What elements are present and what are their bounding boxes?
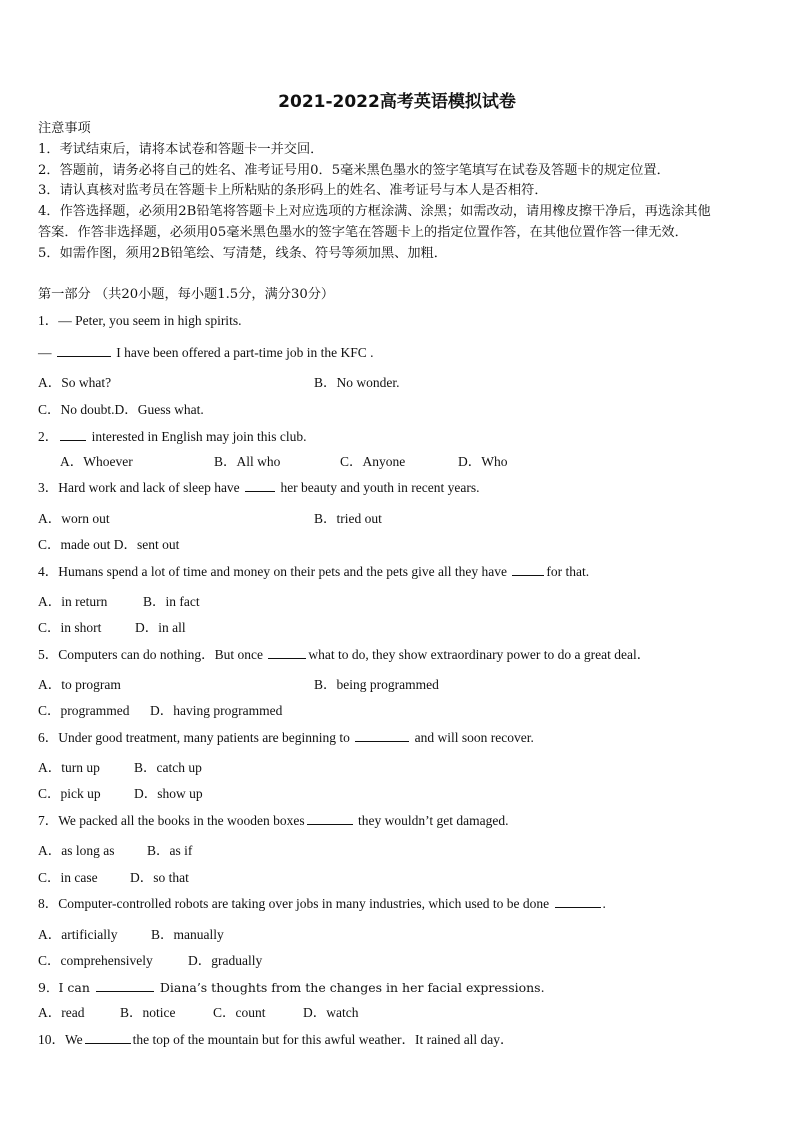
option-d: D．watch xyxy=(303,1005,359,1020)
option-b: B．manually xyxy=(151,927,224,942)
option-d: D．Who xyxy=(458,454,508,469)
option-c: C．programmed xyxy=(38,703,130,718)
question-6-post: and will soon recover. xyxy=(414,730,534,745)
question-9-pre: 9．I can xyxy=(38,980,90,995)
option-d: D．show up xyxy=(134,786,203,801)
option-b: B．tried out xyxy=(314,511,382,526)
option-a: A．turn up xyxy=(38,760,100,775)
notice-item-3: 3．请认真核对监考员在答题卡上所粘贴的条形码上的姓名、准考证号与本人是否相符． xyxy=(38,183,548,198)
question-6-pre: 6．Under good treatment, many patients are beginning to xyxy=(38,730,350,745)
question-7-stem xyxy=(38,812,508,829)
option-a: A．So what? xyxy=(38,375,112,390)
option-a: A．as long as xyxy=(38,843,115,858)
option-b: B．being programmed xyxy=(314,677,439,692)
answer-blank xyxy=(307,812,353,825)
option-a: A．read xyxy=(38,1005,85,1020)
question-2-stem xyxy=(38,428,306,445)
question-5-stem xyxy=(38,646,650,663)
page-title: 2021-2022高考英语模拟试卷 xyxy=(278,92,516,112)
option-b: B．as if xyxy=(147,843,193,858)
question-6-stem xyxy=(38,729,534,746)
option-c: C．comprehensively xyxy=(38,953,153,968)
option-a: A．in return xyxy=(38,594,108,609)
option-a: A．to program xyxy=(38,677,121,692)
question-4-post: for that. xyxy=(546,564,590,579)
question-10-pre: 10．We xyxy=(38,1032,83,1047)
question-9-stem xyxy=(38,979,545,996)
option-b: B．catch up xyxy=(134,760,202,775)
option-d: D．gradually xyxy=(188,953,263,968)
question-8-post: . xyxy=(602,896,606,911)
notice-item-4-cont: 答案．作答非选择题，必须用05毫米黑色墨水的签字笔在答题卡上的指定位置作答，在其他位置作答一律无效． xyxy=(38,225,688,240)
question-5-post: what to do, they show extraordinary power to do a great deal． xyxy=(308,647,651,662)
question-5-pre: 5．Computers can do nothing．But once xyxy=(38,647,263,662)
question-7-pre: 7．We packed all the books in the wooden boxes xyxy=(38,813,305,828)
option-b: B．No wonder. xyxy=(314,375,400,390)
answer-blank xyxy=(555,895,601,908)
answer-blank xyxy=(60,428,86,441)
option-b: B．All who xyxy=(214,454,281,469)
answer-blank xyxy=(268,646,306,659)
option-c: C．in short xyxy=(38,620,102,635)
question-7-post: they wouldn’t get damaged. xyxy=(357,813,509,828)
option-b: B．notice xyxy=(120,1005,176,1020)
question-1-reply xyxy=(38,344,374,361)
question-4-stem xyxy=(38,563,589,580)
option-a: A．worn out xyxy=(38,511,110,526)
notice-item-2: 2．答题前，请务必将自己的姓名、准考证号用0．5毫米黑色墨水的签字笔填写在试卷及答题卡的规定位置． xyxy=(38,163,670,178)
question-number: 2． xyxy=(38,429,59,444)
question-8-stem xyxy=(38,895,606,912)
notice-item-4: 4．作答选择题，必须用2B铅笔将答题卡上对应选项的方框涂满、涂黑；如需改动，请用橡皮擦干净后，再选涂其他 xyxy=(38,204,711,219)
option-c: C．Anyone xyxy=(340,454,406,469)
question-10-stem xyxy=(38,1031,514,1048)
question-3-post: her beauty and youth in recent years. xyxy=(280,480,480,495)
question-8-pre: 8．Computer-controlled robots are taking over jobs in many industries, which used to be done xyxy=(38,896,550,911)
question-1-stem: 1．— Peter, you seem in high spirits. xyxy=(38,313,242,328)
option-d: D．in all xyxy=(135,620,186,635)
option-c: C．in case xyxy=(38,870,98,885)
option-b: B．in fact xyxy=(143,594,200,609)
option-a: A．artificially xyxy=(38,927,118,942)
notice-item-5: 5．如需作图，须用2B铅笔绘、写清楚，线条、符号等须加黑、加粗． xyxy=(38,246,447,261)
answer-blank xyxy=(355,729,409,742)
question-9-post: Diana’s thoughts from the changes in her facial expressions. xyxy=(159,980,545,995)
answer-blank xyxy=(512,563,544,576)
question-10-post: the top of the mountain but for this awful weather．It rained all day． xyxy=(132,1032,514,1047)
question-3-pre: 3．Hard work and lack of sleep have xyxy=(38,480,240,495)
answer-blank xyxy=(245,479,275,492)
answer-blank xyxy=(96,979,154,992)
section-heading: 第一部分 （共20小题，每小题1.5分，满分30分） xyxy=(38,287,335,302)
option-c: C．pick up xyxy=(38,786,101,801)
question-1-reply-text: I have been offered a part-time job in the KFC . xyxy=(116,345,374,360)
option-c-d: C．made out D．sent out xyxy=(38,537,180,552)
answer-blank xyxy=(57,344,111,357)
notice-item-1: 1．考试结束后，请将本试卷和答题卡一并交回． xyxy=(38,142,324,157)
option-d: D．so that xyxy=(130,870,189,885)
dash: — xyxy=(38,345,52,360)
notice-heading: 注意事项 xyxy=(38,121,91,136)
question-2-text: interested in English may join this club. xyxy=(91,429,307,444)
option-a: A．Whoever xyxy=(60,454,133,469)
question-3-stem xyxy=(38,479,479,496)
question-4-pre: 4．Humans spend a lot of time and money on their pets and the pets give all they have xyxy=(38,564,508,579)
option-c: C．count xyxy=(213,1005,266,1020)
answer-blank xyxy=(85,1031,131,1044)
option-c-d: C．No doubt.D．Guess what. xyxy=(38,402,204,417)
option-d: D．having programmed xyxy=(150,703,283,718)
